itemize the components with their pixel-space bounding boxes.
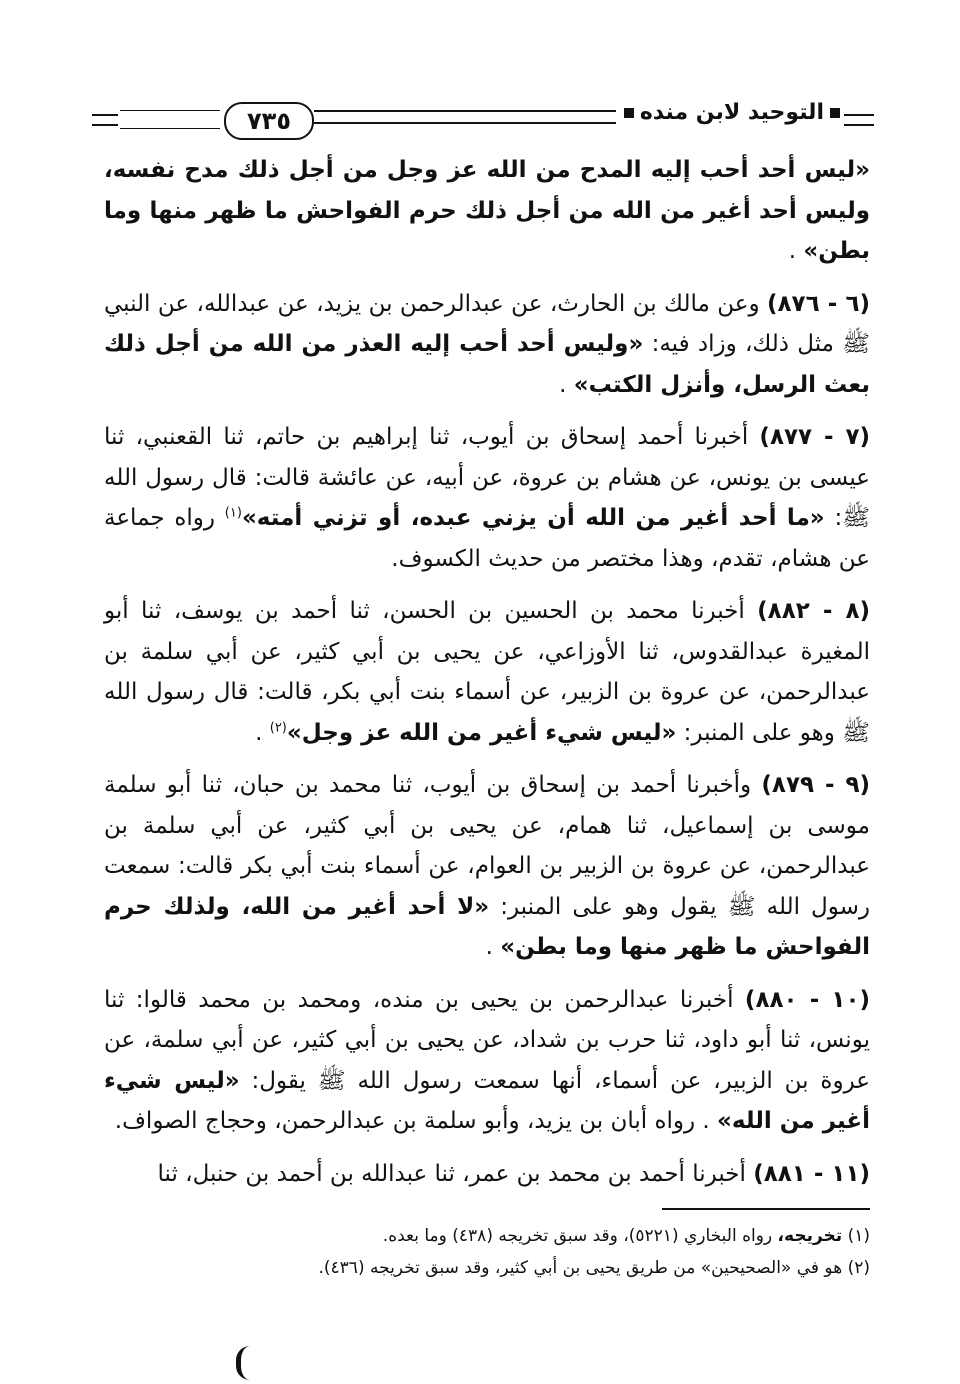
footnote-2 [104, 1252, 870, 1284]
footnote-ref: (٢) [269, 719, 287, 735]
page-body [104, 150, 870, 1206]
hadith-number: (٦ - ٨٧٦) [766, 290, 870, 317]
bracket-mark-icon [236, 1346, 255, 1380]
hadith-text: «ما أحد أغير من الله أن يزني عبده، أو تزني أمته» [241, 505, 825, 531]
footnote-1 [104, 1220, 870, 1252]
footnote-marker: (١) [847, 1226, 870, 1246]
footnotes [104, 1220, 870, 1284]
header-rule-left-inner-bottom [120, 128, 220, 129]
paragraph-880 [104, 980, 870, 1142]
title-square-right-icon [830, 108, 840, 118]
header-rule-left-inner-top [120, 110, 220, 111]
footnote-separator [662, 1208, 870, 1210]
hadith-text: «لا أحد أغير من الله، ولذلك حرم الفواحش ما ظهر منها وما بطن» [104, 893, 870, 960]
hadith-number: (١١ - ٨٨١) [753, 1160, 870, 1187]
header-rule-right-bottom [844, 124, 874, 126]
paragraph-tail: . [255, 719, 263, 746]
header-rule-middle-bottom [314, 122, 616, 124]
running-title [618, 100, 846, 125]
paragraph-881 [104, 1154, 870, 1195]
footnote-text: هو في «الصحيحين» من طريق يحيى بن أبي كثير، وقد سبق تخريجه (٤٣٦). [318, 1258, 843, 1278]
hadith-text: «ليس شيء أغير من الله عز وجل» [286, 719, 677, 746]
title-square-left-icon [624, 108, 634, 118]
header-rule-left-bottom [92, 124, 118, 126]
paragraph-tail: . [485, 934, 493, 960]
paragraph-tail: . [788, 238, 797, 264]
paragraph-continued [104, 150, 870, 272]
isnad-text: وأخبرنا أحمد بن إسحاق بن أيوب، ثنا محمد بن حبان، ثنا أبو سلمة موسى بن إسماعيل، ثنا همام، عن يحيى بن أبي كثير، عن أبي سلمة بن عبدالرحمن، عن عروة بن الزبير بن العوام، عن أسماء بنت أبي بكر قالت: سمعت رسول الله ﷺ يقول وهو على المنبر: [104, 772, 871, 920]
footnote-text: رواه البخاري (٥٢٢١)، وقد سبق تخريجه (٤٣٨) وما بعده. [382, 1226, 773, 1246]
hadith-text: «ليس شيء أغير من الله» [104, 1067, 870, 1134]
page-header [92, 96, 882, 146]
paragraph-879 [104, 765, 870, 968]
hadith-number: (٧ - ٨٧٧) [759, 424, 870, 450]
header-rule-right-top [844, 114, 874, 116]
hadith-number: (١٠ - ٨٨٠) [744, 986, 870, 1013]
isnad-text: وعن مالك بن الحارث، عن عبدالرحمن بن يزيد، عن عبدالله، عن النبي ﷺ مثل ذلك، وزاد فيه: [104, 290, 870, 357]
hadith-text: «ليس أحد أحب إليه المدح من الله عز وجل من أجل ذلك مدح نفسه، وليس أحد أغير من الله من أجل ذلك حرم الفواحش ما ظهر منها وما بطن» [104, 157, 870, 264]
isnad-text: أخبرنا أحمد إسحاق بن أيوب، ثنا إبراهيم بن حاتم، ثنا القعنبي، ثنا عيسى بن يونس، عن هشام بن عروة، عن أبيه، عن عائشة قالت: قال رسول الله ﷺ: [104, 424, 870, 531]
paragraph-876 [104, 284, 870, 406]
footnote-marker: (٢) [847, 1258, 870, 1278]
footnote-bold: تخريجه، [777, 1226, 843, 1246]
hadith-text: «وليس أحد أحب إليه العذر من الله من أجل ذلك بعث الرسل، وأنزل الكتب» [104, 331, 870, 398]
running-title-text: التوحيد لابن منده [639, 100, 824, 125]
footnote-ref: (١) [224, 505, 242, 521]
header-rule-middle-top [314, 110, 616, 112]
paragraph-tail: . رواه أبان بن يزيد، وأبو سلمة بن عبدالرحمن، وحجاج الصواف. [114, 1108, 710, 1134]
paragraph-tail: رواه جماعة عن هشام، تقدم، وهذا مختصر من حديث الكسوف. [104, 505, 870, 572]
paragraph-877 [104, 417, 870, 579]
paragraph-882 [104, 591, 870, 753]
hadith-number: (٩ - ٨٧٩) [761, 772, 870, 798]
isnad-text: أخبرنا أحمد بن محمد بن عمر، ثنا عبدالله بن أحمد بن حنبل، ثنا [157, 1160, 746, 1187]
page-number: ٧٣٥ [224, 102, 314, 140]
paragraph-tail: . [559, 371, 567, 398]
isnad-text: أخبرنا عبدالرحمن بن يحيى بن منده، ومحمد بن محمد قالوا: ثنا يونس، ثنا أبو داود، ثنا حرب بن شداد، عن يحيى بن أبي كثير، عن أبي سلمة، عن عروة بن الزبير، عن أسماء، أنها سمعت رسول الله ﷺ يقول: [104, 986, 870, 1094]
isnad-text: أخبرنا محمد بن الحسين بن الحسن، ثنا أحمد بن يوسف، ثنا أبو المغيرة عبدالقدوس، ثنا الأوزاعي، عن يحيى بن أبي كثير، عن أبي سلمة بن عبدالرحمن، عن عروة بن الزبير، عن أسماء بنت أبي بكر، قالت: قال رسول الله ﷺ وهو على المنبر: [104, 598, 870, 746]
header-rule-left-top [92, 114, 118, 116]
hadith-number: (٨ - ٨٨٢) [757, 598, 870, 624]
